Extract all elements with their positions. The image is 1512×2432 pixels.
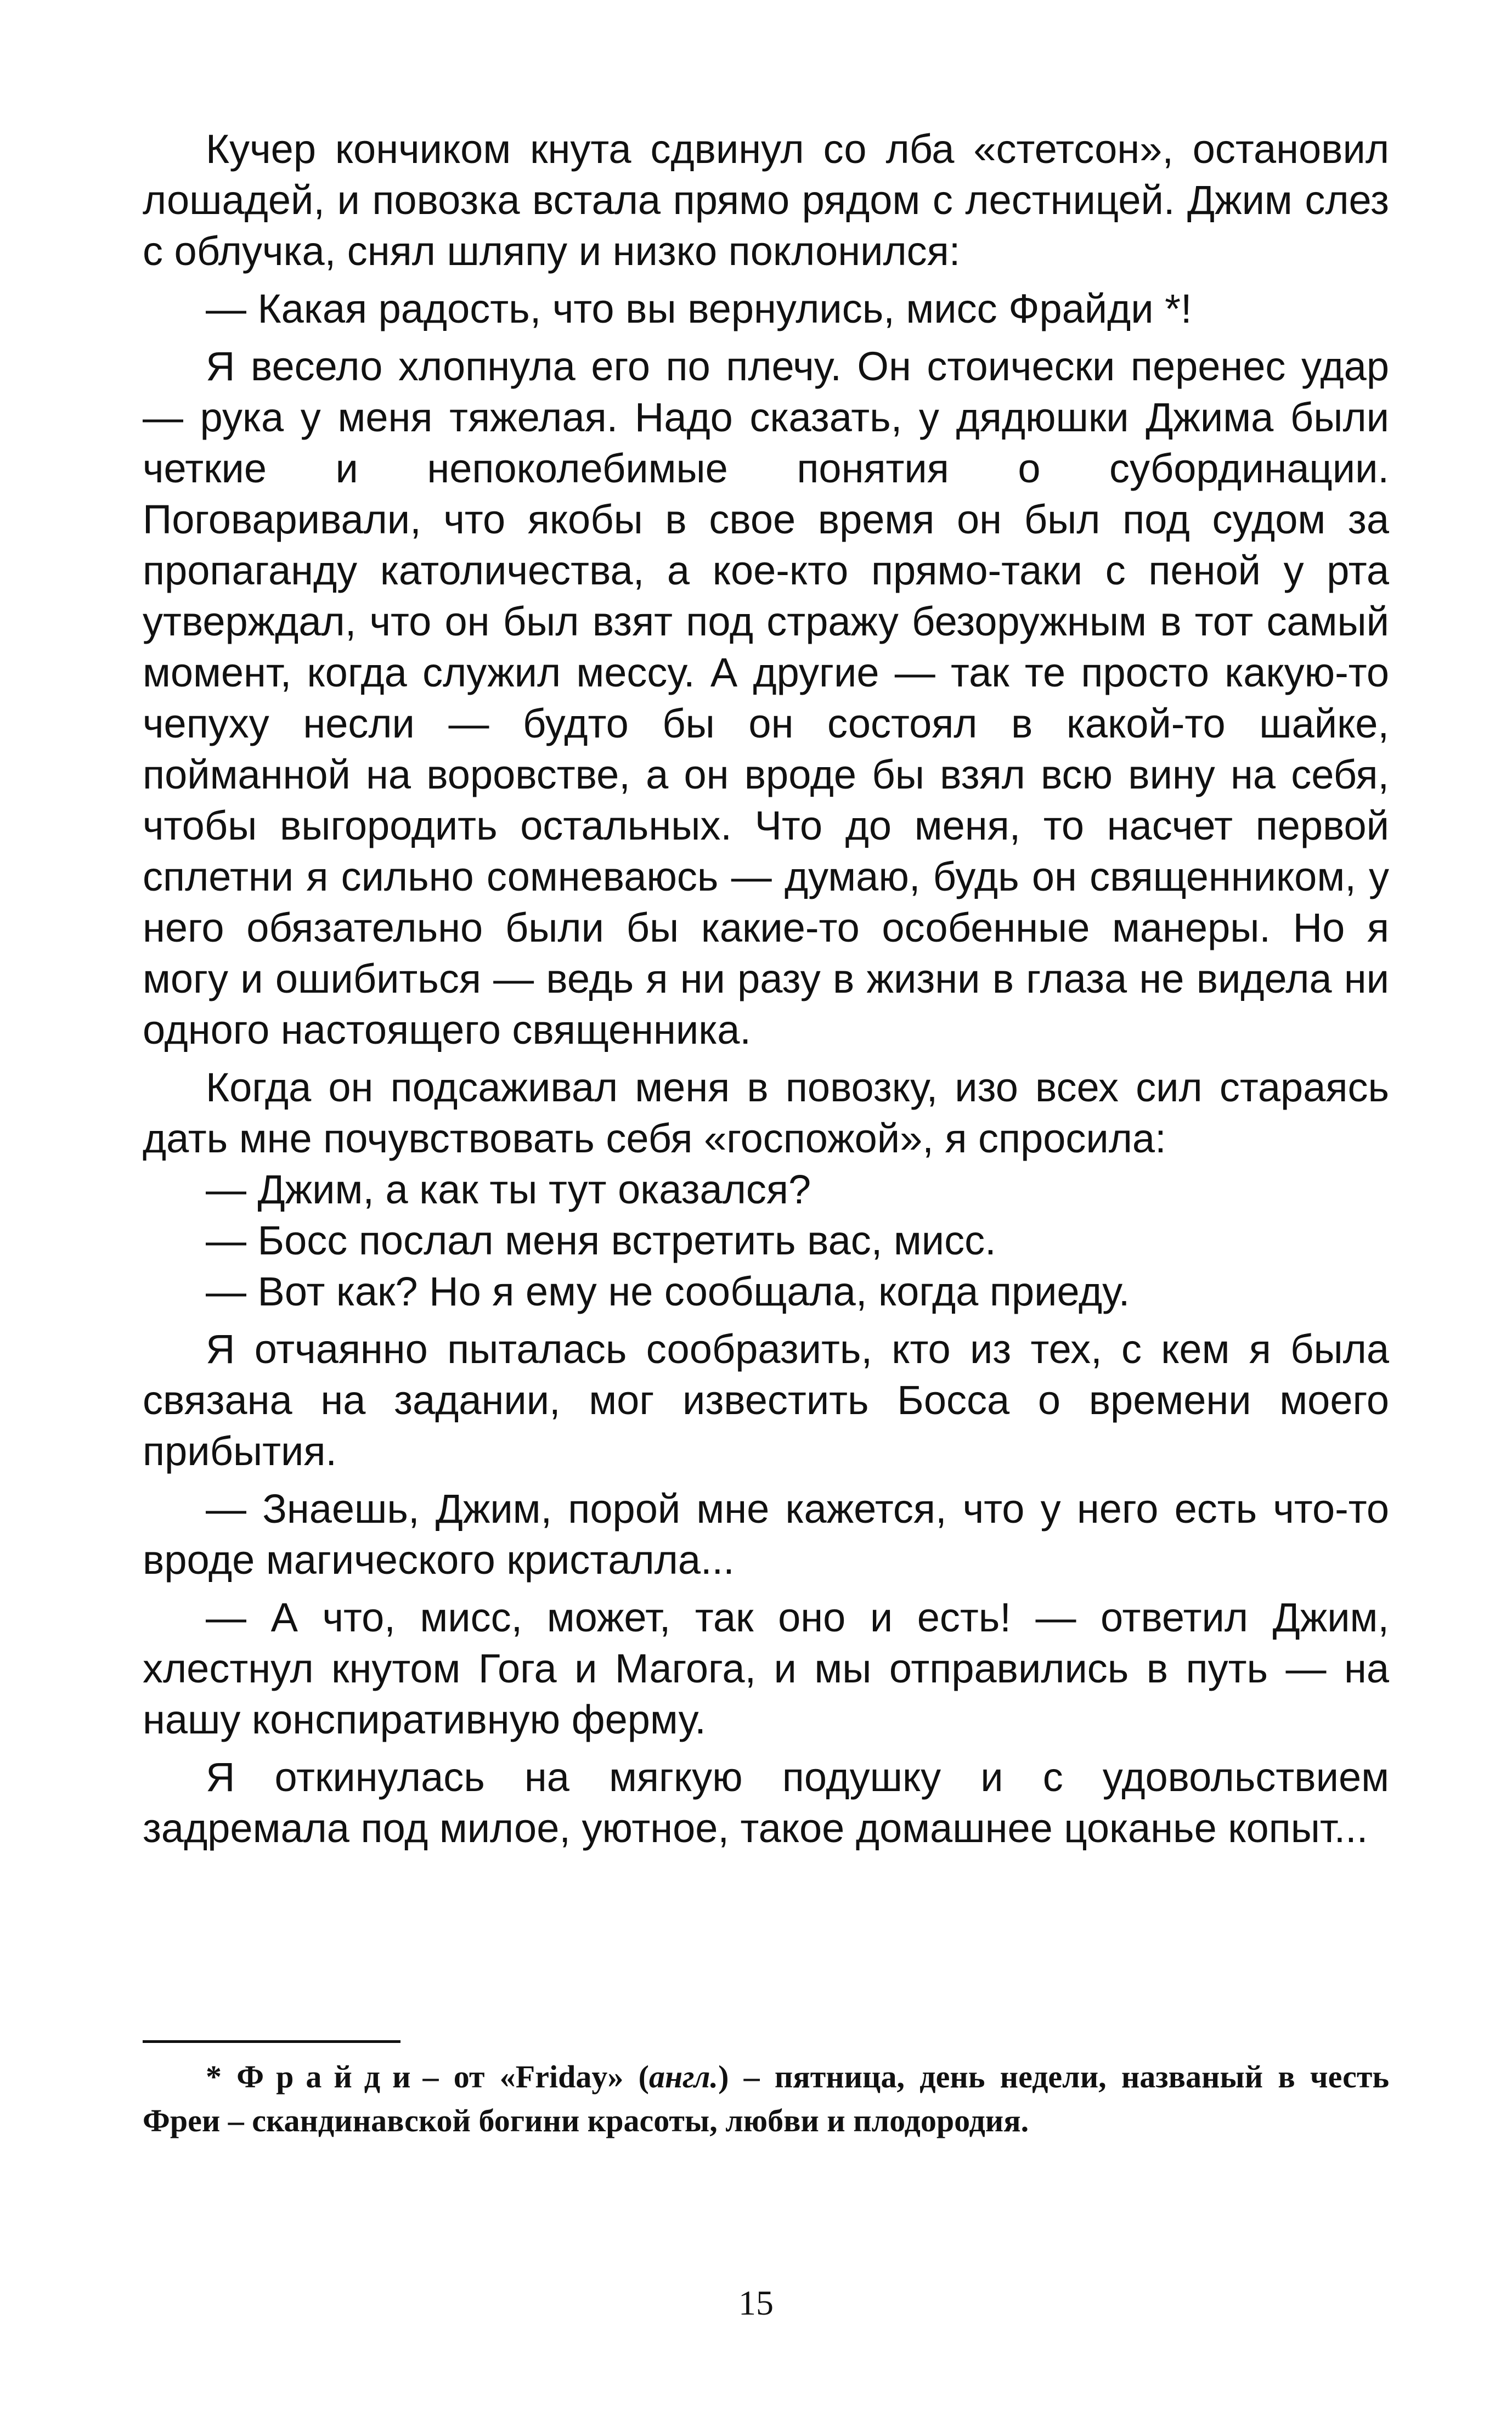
footnote-divider — [143, 2040, 400, 2043]
footnote — [143, 2055, 1389, 2143]
footnote-term: Фрайди — [236, 2059, 423, 2095]
footnote-language: англ. — [648, 2059, 719, 2095]
page-number: 15 — [738, 2283, 774, 2322]
paragraph-7: — Вот как? Но я ему не сообщала, когда приеду. — [206, 1269, 1130, 1314]
footnote-part-1: – от «Friday» ( — [422, 2059, 649, 2095]
footnote-part-2: ) – пятница, день недели, названый в честь Фреи – скандинавской богини красоты, любви и плодородия. — [143, 2059, 1389, 2138]
paragraph-8: Я отчаянно пыталась сообразить, кто из тех, с кем я была связана на задании, мог известить Босса о времени моего прибытия. — [143, 1326, 1389, 1474]
paragraph-5: — Джим, а как ты тут оказался? — [206, 1167, 811, 1212]
paragraph-2: — Какая радость, что вы вернулись, мисс Фрайди *! — [206, 286, 1192, 331]
paragraph-3: Я весело хлопнула его по плечу. Он стоически перенес удар — рука у меня тяжелая. Надо сказать, у дядюшки Джима были четкие и непоколебимые понятия о субординации. Поговаривали, что якобы в свое время он был под судом за пропаганду католичества, а кое-кто прямо-таки с пеной у рта утверждал, что он был взят под стражу безоружным в тот самый момент, когда служил мессу. А другие — так те просто какую-то чепуху несли — будто бы он состоял в какой-то шайке, пойманной на воровстве, а он вроде бы взял всю вину на себя, чтобы выгородить остальных. Что до меня, то насчет первой сплетни я сильно сомневаюсь — думаю, будь он священником, у него обязательно были бы какие-то особенные манеры. Но я могу и ошибиться — ведь я ни разу в жизни в глаза не видела ни одного настоящего священника. — [143, 344, 1389, 1052]
paragraph-11: Я откинулась на мягкую подушку и с удовольствием задремала под милое, уютное, такое домашнее цоканье копыт... — [143, 1754, 1389, 1851]
paragraph-6: — Босс послал меня встретить вас, мисс. — [206, 1218, 996, 1263]
page-body — [143, 123, 1389, 1854]
footnote-marker: * — [206, 2059, 222, 2095]
paragraph-1: Кучер кончиком кнута сдвинул со лба «стетсон», остановил лошадей, и повозка встала прямо рядом с лестницей. Джим слез с облучка, снял шляпу и низко поклонился: — [143, 126, 1389, 274]
footnote-text — [143, 2055, 1389, 2143]
paragraph-10: — А что, мисс, может, так оно и есть! — ответил Джим, хлестнул кнутом Гога и Магога, и мы отправились в путь — на нашу конспиративную ферму. — [143, 1595, 1389, 1742]
paragraph-4: Когда он подсаживал меня в повозку, изо всех сил стараясь дать мне почувствовать себя «госпожой», я спросила: — [143, 1065, 1389, 1161]
paragraph-9: — Знаешь, Джим, порой мне кажется, что у него есть что-то вроде магического кристалла... — [143, 1486, 1389, 1583]
main-text — [143, 123, 1389, 1854]
